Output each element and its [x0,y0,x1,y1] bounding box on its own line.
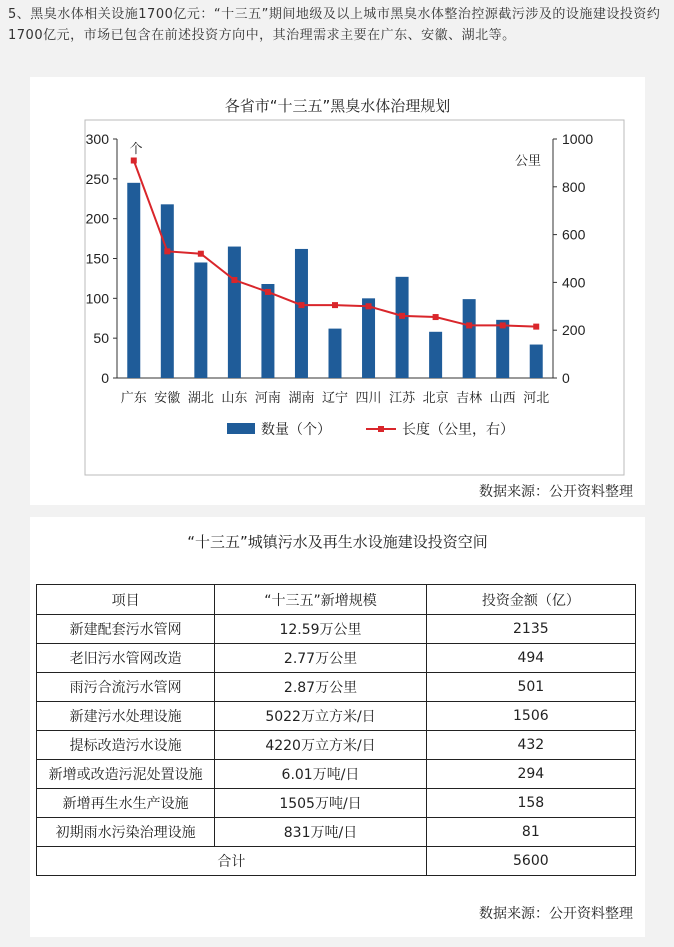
header-item: 项目 [37,585,215,615]
bar-湖北 [194,262,207,378]
bar-山西 [496,320,509,378]
cell-item: 提标改造污水设施 [37,731,215,760]
left-tick-label: 100 [85,290,109,307]
cell-amount: 158 [426,789,635,818]
x-tick-label: 山东 [221,391,248,406]
legend-line-marker [378,426,384,432]
table-row [37,702,636,731]
cell-scale: 4220万立方米/日 [215,731,426,760]
table-card [30,517,645,937]
right-tick-label: 1000 [562,131,594,147]
chart-source: 数据来源：公开资料整理 [479,484,633,500]
cell-item: 新建污水处理设施 [37,702,215,731]
line-point-河北 [533,324,539,330]
table-row [37,731,636,760]
legend-bar-swatch [227,423,255,434]
line-point-广东 [131,158,137,164]
cell-scale: 6.01万吨/日 [215,760,426,789]
line-point-四川 [366,303,372,309]
left-tick-label: 50 [93,330,109,347]
line-point-吉林 [466,322,472,328]
bar-河南 [261,284,274,378]
line-point-北京 [433,314,439,320]
chart-svg [30,77,645,505]
table-row [37,615,636,644]
header-scale: “十三五”新增规模 [215,585,426,615]
x-tick-label: 辽宁 [321,391,349,406]
line-point-山东 [231,277,237,283]
x-tick-label: 安徽 [154,391,181,406]
legend-bar-label: 数量（个） [261,422,331,438]
left-tick-label: 0 [101,370,109,386]
bar-河北 [530,345,543,378]
line-series-length [134,161,536,327]
line-point-安徽 [164,248,170,254]
right-tick-label: 600 [562,226,586,243]
cell-item: 新增或改造污泥处置设施 [37,760,215,789]
line-point-河南 [265,289,271,295]
table-source: 数据来源：公开资料整理 [479,906,633,922]
x-tick-label: 四川 [355,391,382,406]
right-axis-unit: 公里 [514,154,541,169]
cell-item: 雨污合流污水管网 [37,673,215,702]
total-value: 5600 [426,847,635,876]
table-total-row [37,847,636,876]
cell-amount: 494 [426,644,635,673]
line-point-江苏 [399,313,405,319]
cell-scale: 2.77万公里 [215,644,426,673]
bar-吉林 [463,299,476,378]
cell-amount: 81 [426,818,635,847]
table-row [37,818,636,847]
chart-card [30,77,645,505]
line-point-辽宁 [332,302,338,308]
x-tick-label: 吉林 [456,391,483,406]
line-point-山西 [500,322,506,328]
cell-scale: 5022万立方米/日 [215,702,426,731]
cell-amount: 1506 [426,702,635,731]
bar-安徽 [161,204,174,378]
bar-四川 [362,298,375,378]
x-tick-label: 北京 [422,391,449,406]
bar-北京 [429,332,442,378]
total-label: 合计 [37,847,427,876]
bar-山东 [228,247,241,378]
header-amount: 投资金额（亿） [426,585,635,615]
left-tick-label: 300 [85,131,109,147]
chart-title: 各省市“十三五”黑臭水体治理规划 [224,97,451,115]
cell-scale: 831万吨/日 [215,818,426,847]
right-tick-label: 0 [562,370,570,386]
cell-scale: 12.59万公里 [215,615,426,644]
bar-广东 [127,183,140,378]
left-tick-label: 250 [85,170,109,187]
cell-amount: 432 [426,731,635,760]
cell-item: 新增再生水生产设施 [37,789,215,818]
cell-item: 老旧污水管网改造 [37,644,215,673]
line-point-湖南 [298,302,304,308]
x-tick-label: 河北 [523,391,550,406]
cell-scale: 1505万吨/日 [215,789,426,818]
cell-scale: 2.87万公里 [215,673,426,702]
investment-table [36,584,636,876]
intro-paragraph: 5、黑臭水体相关设施1700亿元：“十三五”期间地级及以上城市黑臭水体整治控源截污涉及的设施建设投资约1700亿元，市场已包含在前述投资方向中，其治理需求主要在广东、安徽、湖北等。 [8,7,661,43]
cell-item: 新建配套污水管网 [37,615,215,644]
table-row [37,644,636,673]
left-tick-label: 200 [85,210,109,227]
table-header-row [37,585,636,615]
legend-line-label: 长度（公里，右） [402,422,514,438]
right-tick-label: 200 [562,322,586,339]
cell-amount: 501 [426,673,635,702]
table-row [37,789,636,818]
right-tick-label: 800 [562,178,586,195]
cell-amount: 294 [426,760,635,789]
x-tick-label: 河南 [254,391,281,406]
left-axis-unit: 个 [129,142,143,157]
x-tick-label: 广东 [120,391,147,406]
x-tick-label: 湖南 [288,391,315,406]
table-row [37,673,636,702]
right-tick-label: 400 [562,274,586,291]
x-tick-label: 山西 [489,391,516,406]
bar-江苏 [396,277,409,378]
cell-amount: 2135 [426,615,635,644]
table-title: “十三五”城镇污水及再生水设施建设投资空间 [187,533,488,551]
cell-item: 初期雨水污染治理设施 [37,818,215,847]
bar-湖南 [295,249,308,378]
left-tick-label: 150 [85,250,109,267]
line-point-湖北 [198,251,204,257]
bar-辽宁 [329,329,342,378]
table-row [37,760,636,789]
x-tick-label: 江苏 [389,391,416,406]
x-tick-label: 湖北 [187,391,214,406]
